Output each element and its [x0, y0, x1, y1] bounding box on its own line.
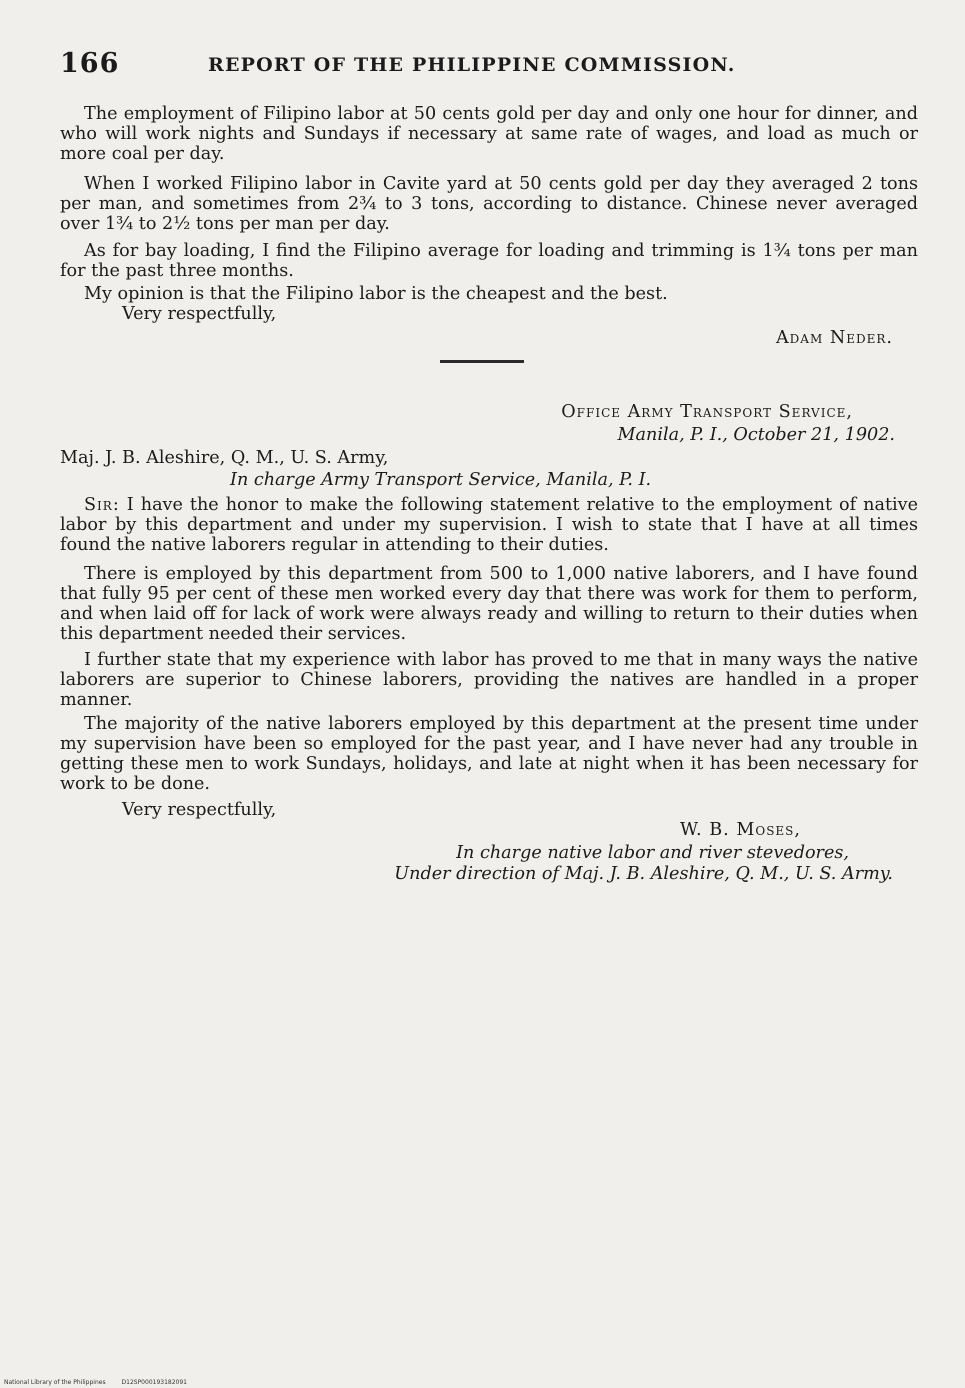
letter2-paragraph-1-text: I have the honor to make the following statement relative to the employment of native labor by this department and under my supervision. I wish to state that I have at all times found the native laborers regular in attending to their duties. — [60, 495, 918, 555]
letter2-paragraph-1 — [60, 495, 918, 555]
letter1-paragraph-4: My opinion is that the Filipino labor is the cheapest and the best. — [84, 284, 668, 304]
letter2-paragraph-4: The majority of the native laborers employed by this department at the present time under my supervision have been so employed for the past year, and I have never had any trouble in getting these men to work Sundays, holidays, and late at night when it has been necessary for work to be done. — [60, 714, 918, 794]
footer-id: D12SP000193182091 — [121, 1379, 187, 1386]
letter2-signature-line2: Under direction of Maj. J. B. Aleshire, Q. M., U. S. Army. — [394, 864, 893, 884]
letter2-closing: Very respectfully, — [122, 800, 277, 820]
letter1-signature: Adam Neder. — [775, 328, 893, 348]
scan-footer — [4, 1379, 201, 1386]
running-head: REPORT OF THE PHILIPPINE COMMISSION. — [208, 54, 736, 76]
letter2-signature-line1: In charge native labor and river stevedores, — [456, 843, 849, 863]
letter2-addressee-role: In charge Army Transport Service, Manila, P. I. — [230, 470, 652, 490]
letter2-signature-name: W. B. Moses, — [680, 820, 801, 840]
letter2-paragraph-2: There is employed by this department from 500 to 1,000 native laborers, and I have found that fully 95 per cent of these men worked every day that there was work for them to perform, and when laid off for lack of work were always ready and willing to return to their duties when this department needed their services. — [60, 564, 918, 644]
letter1-closing: Very respectfully, — [122, 304, 277, 324]
page-number: 166 — [60, 48, 120, 79]
letter1-paragraph-3: As for bay loading, I find the Filipino average for loading and trimming is 1¾ tons per man for the past three months. — [60, 241, 918, 281]
letter1-paragraph-1: The employment of Filipino labor at 50 cents gold per day and only one hour for dinner, and who will work nights and Sundays if necessary at same rate of wages, and load as much or more coal per day. — [60, 104, 918, 164]
page-header — [60, 48, 920, 82]
section-divider — [440, 360, 524, 363]
letter2-place-date: Manila, P. I., October 21, 1902. — [617, 425, 895, 445]
letter2-paragraph-3: I further state that my experience with labor has proved to me that in many ways the native laborers are superior to Chinese laborers, providing the natives are handled in a proper manner. — [60, 650, 918, 710]
footer-source: National Library of the Philippines — [4, 1379, 106, 1386]
letter2-addressee-name: Maj. J. B. Aleshire, Q. M., U. S. Army, — [60, 448, 389, 468]
letter2-salutation: Sir: — [84, 495, 120, 515]
letter2-office: Office Army Transport Service, — [561, 402, 853, 422]
letter1-paragraph-2: When I worked Filipino labor in Cavite yard at 50 cents gold per day they averaged 2 tons per man, and sometimes from 2¾ to 3 tons, according to distance. Chinese never averaged over 1¾ to 2½ tons per man per day. — [60, 174, 918, 234]
